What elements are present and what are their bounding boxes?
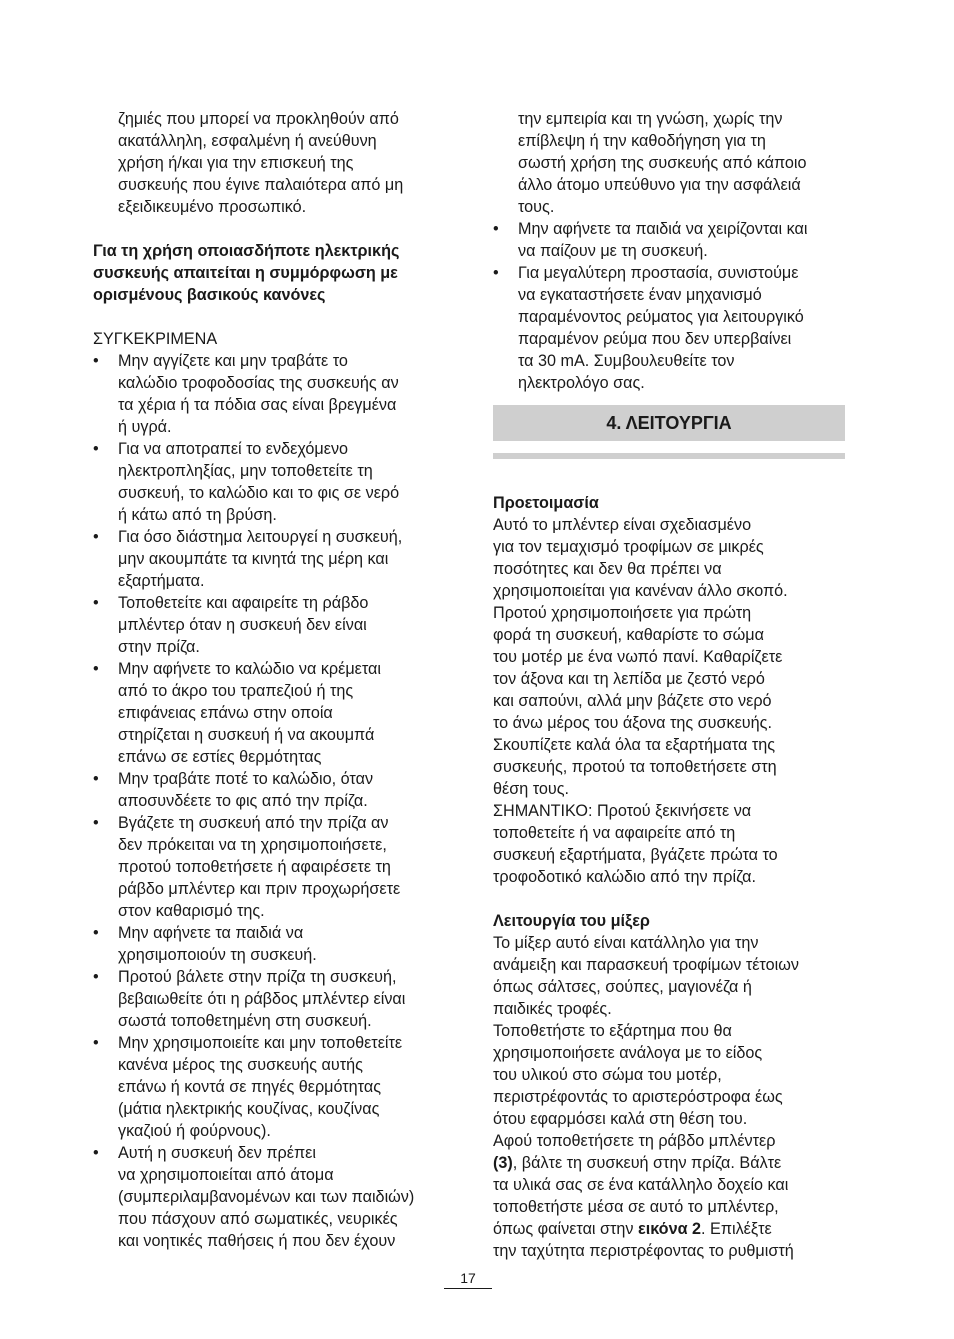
section-title-bar [493, 405, 845, 441]
bullet-icon: • [493, 264, 499, 282]
section-title: 4. ΛΕΙΤΟΥΡΓΙΑ [606, 413, 732, 433]
list-item: • Αυτή η συσκευή δεν πρέπει να χρησιμοποιείται από άτομα (συμπεριλαμβανομένων και των παιδιών) που πάσχουν από σωματικές, νευρικές και νοητικές παθήσεις ή που δεν έχουν [93, 1144, 415, 1250]
list-item: • Τοποθετείτε και αφαιρείτε τη ράβδο μπλέντερ όταν η συσκευή δεν είναι στην πρίζα. [93, 594, 369, 656]
safety-list-continued [493, 218, 845, 394]
safety-list [93, 350, 453, 1252]
bullet-icon: • [93, 440, 99, 458]
bullet-icon: • [93, 924, 99, 942]
bullet-icon: • [93, 968, 99, 986]
text-line: ακατάλληλη, εσφαλμένη ή ανεύθυνη [118, 132, 377, 150]
bullet-icon: • [93, 1144, 99, 1162]
text-line: συσκευής που έγινε παλαιότερα από μη [118, 176, 404, 194]
bullet-icon: • [93, 814, 99, 832]
list-item: • Για μεγαλύτερη προστασία, συνιστούμε να εγκαταστήσετε έναν μηχανισμό παραμένοντος ρεύματος για λειτουργικό παραμένον ρεύμα που δεν υπερβαίνει τα 30 mA. Συμβουλευθείτε τον ηλεκτρολόγο σας. [493, 264, 804, 392]
bullet-icon: • [93, 660, 99, 678]
text-line: Για τη χρήση οποιασδήποτε ηλεκτρικής [93, 242, 400, 260]
mixer-text: Το μίξερ αυτό είναι κατάλληλο για την ανάμειξη και παρασκευή τροφίμων τέτοιων όπως σάλτσες, σούπες, μαγιονέζα ή παιδικές τροφές. Τοποθετήστε το εξάρτημα που θα χρησιμοποιήσετε ανάλογα με το είδος του υλικού στο σώμα του μοτέρ, περιστρέφοντάς το αριστερόστροφα έως ότου εφαρμόσει καλά στη θέση του. Αφού τοποθετήσετε τη ράβδο μπλέντερ (3), βάλτε τη συσκευή στην πρίζα. Βάλτε τα υλικά σας σε ένα κατάλληλο δοχείο και τοποθετήστε μέσα σε αυτό το μπλέντερ, όπως φαίνεται στην εικόνα 2. Επιλέξτε την ταχύτητα περιστρέφοντας το ρυθμιστή [493, 934, 799, 1260]
page-number: 17 [444, 1269, 492, 1289]
figure-reference: εικόνα 2 [638, 1220, 702, 1238]
left-column [93, 108, 453, 1252]
intro-paragraph [93, 108, 453, 218]
list-item: • Για να αποτραπεί το ενδεχόμενο ηλεκτροπληξίας, μην τοποθετείτε τη συσκευή, το καλώδιο και το φις σε νερό ή κάτω από τη βρύση. [93, 440, 400, 524]
bullet-icon: • [93, 770, 99, 788]
list-item: • Μην τραβάτε ποτέ το καλώδιο, όταν αποσυνδέετε το φις από την πρίζα. [93, 770, 374, 810]
text-line: εξειδικευμένο προσωπικό. [118, 198, 307, 216]
list-item: • Προτού βάλετε στην πρίζα τη συσκευή, βεβαιωθείτε ότι η ράβδος μπλέντερ είναι σωστά τοποθετημένη στη συσκευή. [93, 968, 406, 1030]
list-item: • Μην αφήνετε τα παιδιά να χρησιμοποιούν τη συσκευή. [93, 924, 317, 964]
safety-heading [93, 240, 453, 306]
list-item: • Μην αφήνετε το καλώδιο να κρέμεται από το άκρο του τραπεζιού ή της επιφάνειας επάνω στην οποία στηρίζεται η συσκευή ή να ακουμπά επάνω σε εστίες θερμότητας [93, 660, 381, 766]
list-item: • Για όσο διάστημα λειτουργεί η συσκευή, μην ακουμπάτε τα κινητά της μέρη και εξαρτήματα. [93, 528, 403, 590]
bullet-icon: • [93, 352, 99, 370]
mixer-heading: Λειτουργία του μίξερ [493, 912, 650, 930]
preparation-text: Αυτό το μπλέντερ είναι σχεδιασμένο για τον τεμαχισμό τροφίμων σε μικρές ποσότητες και δεν θα πρέπει να χρησιμοποιείται για κανέναν άλλο σκοπό. Προτού χρησιμοποιήσετε για πρώτη φορά τη συσκευή, καθαρίστε το σώμα του μοτέρ με ένα νωπό πανί. Καθαρίζετε τον άξονα και τη λεπίδα με ζεστό νερό και σαπούνι, αλλά μην βάζετε στο νερό το άνω μέρος του άξονα της συσκευής. Σκουπίζετε καλά όλα τα εξαρτήματα της συσκευής, προτού τα τοποθετήσετε στη θέση τους. ΣΗΜΑΝΤΙΚΟ: Προτού ξεκινήσετε να τοποθετείτε ή να αφαιρείτε από τη συσκευή εξαρτήματα, βγάζετε πρώτα το τροφοδοτικό καλώδιο από την πρίζα. [493, 516, 788, 886]
list-item: • Μην αγγίζετε και μην τραβάτε το καλώδιο τροφοδοσίας της συσκευής αν τα χέρια ή τα πόδια σας είναι βρεγμένα ή υγρά. [93, 352, 399, 436]
continuation-paragraph: την εμπειρία και τη γνώση, χωρίς την επίβλεψη ή την καθοδήγηση για τη σωστή χρήση της συσκευής από κάποιο άλλο άτομο υπεύθυνο για την ασφάλειά τους. [518, 110, 807, 216]
part-reference: (3) [493, 1154, 513, 1172]
bullet-icon: • [93, 1034, 99, 1052]
right-column [493, 108, 845, 1262]
text-line: χρήση ή/και για την επισκευή της [118, 154, 354, 172]
preparation-heading: Προετοιμασία [493, 494, 599, 512]
text-line: συσκευής απαιτείται η συμμόρφωση με [93, 264, 398, 282]
list-item: • Βγάζετε τη συσκευή από την πρίζα αν δεν πρόκειται να τη χρησιμοποιήσετε, προτού τοποθετήσετε ή αφαιρέσετε τη ράβδο μπλέντερ και πριν προχωρήσετε στον καθαρισμό της. [93, 814, 401, 920]
safety-subheading: ΣΥΓΚΕΚΡΙΜΕΝΑ [93, 330, 218, 348]
bullet-icon: • [93, 528, 99, 546]
list-item: • Μην αφήνετε τα παιδιά να χειρίζονται και να παίζουν με τη συσκευή. [493, 220, 808, 260]
text-line: ορισμένους βασικούς κανόνες [93, 286, 326, 304]
text-line: ζημιές που μπορεί να προκληθούν από [118, 110, 399, 128]
list-item: • Μην χρησιμοποιείτε και μην τοποθετείτε κανένα μέρος της συσκευής αυτής επάνω ή κοντά σε πηγές θερμότητας (μάτια ηλεκτρικής κουζίνας, κουζίνας γκαζιού ή φούρνους). [93, 1034, 403, 1140]
bullet-icon: • [93, 594, 99, 612]
bullet-icon: • [493, 220, 499, 238]
